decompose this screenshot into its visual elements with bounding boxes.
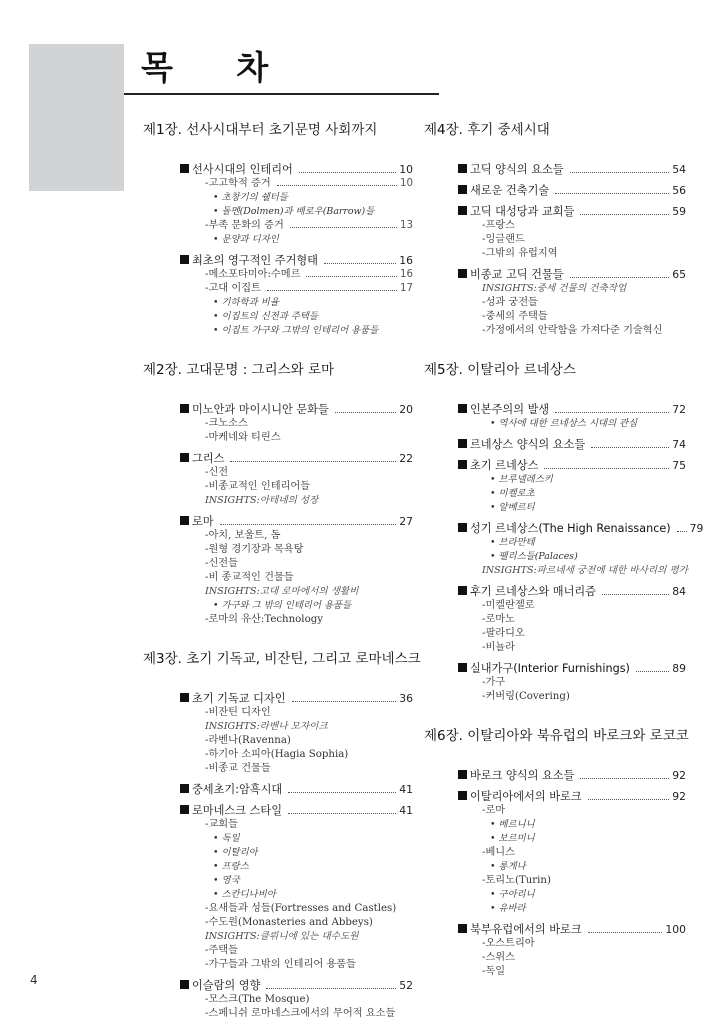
toc-section <box>424 661 686 704</box>
toc-subentry[interactable]: -가구 <box>482 677 506 688</box>
toc-section <box>143 402 413 445</box>
bullet-square-icon <box>180 404 189 413</box>
toc-bullet-item[interactable]: • 미켈로초 <box>490 488 535 499</box>
toc-section <box>143 253 413 338</box>
section-label <box>458 789 582 804</box>
bullet-square-icon <box>180 255 189 264</box>
section-title: 인본주의의 발생 <box>470 403 550 416</box>
toc-subentry[interactable]: -하기아 소피아(Hagia Sophia) <box>205 749 349 760</box>
section-label <box>458 162 564 177</box>
toc-subentry[interactable]: -스위스 <box>482 952 515 963</box>
toc-subentry[interactable]: -아치, 보울트, 돔 <box>205 530 281 541</box>
toc-section-entry[interactable] <box>458 162 686 177</box>
section-page-number: 89 <box>672 662 686 675</box>
toc-section-entry[interactable] <box>458 183 686 198</box>
section-title: 그리스 <box>192 452 225 465</box>
toc-subentry[interactable]: -토리노(Turin) <box>482 875 551 886</box>
dot-leader <box>288 792 396 793</box>
toc-subentry[interactable]: -비종교 건물들 <box>205 763 271 774</box>
toc-bullet-item[interactable]: • 알베르티 <box>490 502 535 513</box>
bullet-square-icon <box>458 791 467 800</box>
toc-section <box>424 162 686 177</box>
section-title: 르네상스 양식의 요소들 <box>470 438 586 451</box>
section-title: 이탈리아에서의 바로크 <box>470 790 582 803</box>
page-title: 목 차 <box>141 48 295 87</box>
section-page-number: 54 <box>672 163 686 176</box>
header-gray-block <box>29 44 124 191</box>
dot-leader <box>588 799 670 800</box>
toc-subentry[interactable]: -비뇰라 <box>482 642 515 653</box>
toc-subentry[interactable]: -로마 <box>482 805 506 816</box>
toc-subentry[interactable]: -팔라디오 <box>482 628 525 639</box>
toc-section-entry[interactable] <box>458 437 686 452</box>
toc-subentry[interactable]: -비종교적인 인테리어들 <box>205 481 311 492</box>
toc-bullet-item[interactable]: • 문양과 디자인 <box>213 234 279 245</box>
bullet-square-icon <box>180 784 189 793</box>
section-page-number: 16 <box>399 254 413 267</box>
section-page-number: 75 <box>672 459 686 472</box>
section-label <box>458 402 549 417</box>
section-title: 이슬람의 영향 <box>192 979 261 992</box>
dot-leader <box>306 276 397 277</box>
section-title: 최초의 영구적인 주거형태 <box>192 254 318 267</box>
section-page-number: 56 <box>672 184 686 197</box>
toc-section-entry[interactable] <box>180 803 413 818</box>
chapter-heading[interactable]: 제4장. 후기 중세시대 <box>424 122 550 138</box>
dot-leader <box>580 778 669 779</box>
toc-section <box>424 402 686 431</box>
toc-section-entry[interactable] <box>180 691 413 706</box>
toc-bullet-item[interactable]: • 이집트의 신전과 주택들 <box>213 311 319 322</box>
section-label <box>180 162 293 177</box>
toc-section <box>424 584 686 655</box>
toc-subentry[interactable]: -그밖의 유럽지역 <box>482 248 558 259</box>
toc-subentry[interactable]: -크노소스 <box>205 418 248 429</box>
section-label <box>180 514 214 529</box>
toc-section-entry[interactable] <box>458 584 686 599</box>
dot-leader <box>555 193 669 194</box>
toc-subentry[interactable]: -주택들 <box>205 945 238 956</box>
toc-subentry[interactable]: -중세의 주택들 <box>482 311 548 322</box>
bullet-square-icon <box>458 164 467 173</box>
subentry-page-number: 13 <box>400 220 413 231</box>
subentry-page-number: 10 <box>400 178 413 189</box>
section-page-number: 10 <box>399 163 413 176</box>
bullet-square-icon <box>458 185 467 194</box>
toc-bullet-item[interactable]: • 브라만테 <box>490 537 535 548</box>
chapter-heading[interactable]: 제3장. 초기 기독교, 비잔틴, 그리고 로마네스크 <box>143 651 421 667</box>
toc-section-entry[interactable] <box>180 253 413 268</box>
toc-bullet-item[interactable]: • 역사에 대한 르네상스 시대의 관심 <box>490 418 638 429</box>
toc-bullet-item[interactable]: • 유바라 <box>490 903 526 914</box>
section-page-number: 20 <box>399 403 413 416</box>
dot-leader <box>580 214 669 215</box>
dot-leader <box>266 988 396 989</box>
bullet-square-icon <box>180 453 189 462</box>
bullet-square-icon <box>458 924 467 933</box>
section-label <box>458 267 564 282</box>
toc-subentry[interactable]: -가구들과 그밖의 인테리어 용품들 <box>205 959 356 970</box>
dot-leader <box>230 461 396 462</box>
toc-subentry[interactable]: -비 종교적인 건물들 <box>205 572 294 583</box>
toc-section-entry[interactable] <box>180 978 413 993</box>
section-page-number: 36 <box>399 692 413 705</box>
dot-leader <box>570 277 670 278</box>
title-underline <box>124 93 439 95</box>
section-page-number: 22 <box>399 452 413 465</box>
dot-leader <box>588 932 663 933</box>
toc-section <box>424 789 686 916</box>
toc-bullet-item[interactable]: • 프랑스 <box>213 861 249 872</box>
section-title: 바로크 양식의 요소들 <box>470 769 575 782</box>
toc-bullet-item[interactable]: • 가구와 그 밖의 인테리어 용품들 <box>213 600 352 611</box>
toc-bullet-item[interactable]: • 독일 <box>213 833 240 844</box>
toc-subentry[interactable]: -비잔틴 디자인 <box>205 707 271 718</box>
dot-leader <box>570 172 670 173</box>
bullet-square-icon <box>180 693 189 702</box>
toc-subentry[interactable]: -미켈란젤로 <box>482 600 535 611</box>
toc-subentry: -부족 문화의 증거 <box>205 220 284 231</box>
toc-section-entry[interactable] <box>180 451 413 466</box>
toc-section <box>424 204 686 261</box>
toc-subentry[interactable]: -로마노 <box>482 614 515 625</box>
dot-leader <box>288 813 396 814</box>
chapter-heading[interactable]: 제5장. 이탈리아 르네상스 <box>424 362 576 378</box>
section-label <box>458 584 596 599</box>
toc-section <box>143 162 413 247</box>
bullet-square-icon <box>458 269 467 278</box>
bullet-square-icon <box>458 523 467 532</box>
bullet-square-icon <box>458 460 467 469</box>
chapter-gap <box>424 344 686 358</box>
toc-insight[interactable]: INSIGHTS:중세 건물의 건축작업 <box>482 283 627 294</box>
chapter-gap <box>143 344 413 358</box>
dot-leader <box>299 172 396 173</box>
section-label <box>458 661 630 676</box>
toc-section-entry[interactable] <box>458 661 686 676</box>
toc-insight[interactable]: INSIGHTS:아테네의 성장 <box>205 495 319 506</box>
toc-subentry[interactable]: -로마의 유산:Technology <box>205 614 323 625</box>
chapter-heading[interactable]: 제2장. 고대문명 : 그리스와 로마 <box>143 362 335 378</box>
section-label <box>180 978 260 993</box>
page-number: 4 <box>30 973 38 987</box>
toc-subentry[interactable]: -원형 경기장과 목욕탕 <box>205 544 304 555</box>
toc-subentry[interactable]: -요새들과 성들(Fortresses and Castles) <box>205 903 397 914</box>
toc-bullet-item[interactable]: • 브루넬레스키 <box>490 474 553 485</box>
toc-subentry: -고고학적 증거 <box>205 178 271 189</box>
bullet-square-icon <box>180 805 189 814</box>
toc-subentry-row[interactable] <box>143 282 413 296</box>
toc-subentry[interactable]: -수도원(Monasteries and Abbeys) <box>205 917 373 928</box>
toc-left-column <box>143 118 421 1027</box>
bullet-square-icon <box>458 404 467 413</box>
dot-leader <box>602 594 669 595</box>
section-label <box>458 458 538 473</box>
toc-insight[interactable]: INSIGHTS:고대 로마에서의 생활비 <box>205 586 359 597</box>
toc-section-entry[interactable] <box>180 402 413 417</box>
toc-bullet-item[interactable]: • 기하학과 비율 <box>213 297 279 308</box>
chapter-gap <box>424 710 686 724</box>
section-label <box>458 521 671 536</box>
toc-section <box>424 922 686 979</box>
toc-subentry[interactable]: -베니스 <box>482 847 515 858</box>
toc-subentry[interactable]: -프랑스 <box>482 220 515 231</box>
section-label <box>458 204 574 219</box>
chapter-heading[interactable]: 제1장. 선사시대부터 초기문명 사회까지 <box>143 122 378 138</box>
toc-section <box>143 514 413 627</box>
bullet-square-icon <box>180 164 189 173</box>
toc-subentry[interactable]: -가정에서의 안락함을 가져다준 기술혁신 <box>482 325 663 336</box>
toc-bullet-item[interactable]: • 롱게나 <box>490 861 526 872</box>
bullet-square-icon <box>458 586 467 595</box>
toc-section-entry[interactable] <box>458 521 704 536</box>
section-label <box>180 253 318 268</box>
toc-insight[interactable]: INSIGHTS:클뤼니에 있는 대수도원 <box>205 931 359 942</box>
section-title: 새로운 건축기술 <box>470 184 550 197</box>
toc-insight[interactable]: INSIGHTS:파르네세 궁전에 대한 바사리의 평가 <box>482 565 688 576</box>
toc-section-entry[interactable] <box>180 162 413 177</box>
dot-leader <box>544 468 669 469</box>
section-page-number: 52 <box>399 979 413 992</box>
toc-subentry[interactable]: -신전 <box>205 467 229 478</box>
toc-subentry[interactable]: -독일 <box>482 966 506 977</box>
section-page-number: 92 <box>672 769 686 782</box>
toc-bullet-item[interactable]: • 구아리니 <box>490 889 535 900</box>
toc-bullet-item[interactable]: • 베르니니 <box>490 819 535 830</box>
bullet-square-icon <box>180 516 189 525</box>
toc-subentry: -메소포타미아:수메르 <box>205 269 301 280</box>
section-label <box>458 922 582 937</box>
toc-bullet-item[interactable]: • 이탈리아 <box>213 847 258 858</box>
toc-subentry-row[interactable] <box>143 177 413 191</box>
toc-section <box>424 768 686 783</box>
section-title: 북부유럽에서의 바로크 <box>470 923 582 936</box>
dot-leader <box>267 290 397 291</box>
toc-subentry[interactable]: -라벤나(Ravenna) <box>205 735 291 746</box>
toc-bullet-item[interactable]: • 초창기의 쉘터들 <box>213 192 288 203</box>
section-page-number: 65 <box>672 268 686 281</box>
section-page-number: 59 <box>672 205 686 218</box>
section-title: 로마 <box>192 515 214 528</box>
section-title: 초기 기독교 디자인 <box>192 692 286 705</box>
toc-bullet-item[interactable]: • 이집트 가구와 그밖의 인테리어 용품들 <box>213 325 379 336</box>
section-title: 중세초기:암흑시대 <box>192 783 283 796</box>
section-page-number: 27 <box>399 515 413 528</box>
section-title: 미노안과 마이시니안 문화들 <box>192 403 329 416</box>
dot-leader <box>292 701 397 702</box>
section-title: 로마네스크 스타일 <box>192 804 283 817</box>
section-page-number: 41 <box>399 804 413 817</box>
bullet-square-icon <box>458 439 467 448</box>
toc-bullet-item[interactable]: • 돌멘(Dolmen)과 배로우(Barrow)들 <box>213 206 375 217</box>
toc-bullet-item[interactable]: • 보르미니 <box>490 833 535 844</box>
dot-leader <box>324 263 396 264</box>
toc-subentry[interactable]: -교회들 <box>205 819 238 830</box>
toc-section-entry[interactable] <box>458 402 686 417</box>
toc-section <box>143 782 413 797</box>
toc-section-entry[interactable] <box>458 922 686 937</box>
section-title: 초기 르네상스 <box>470 459 539 472</box>
section-title: 후기 르네상스와 매너리즘 <box>470 585 596 598</box>
toc-subentry[interactable]: -오스트리아 <box>482 938 535 949</box>
toc-subentry[interactable]: -잉글랜드 <box>482 234 525 245</box>
dot-leader <box>591 447 669 448</box>
bullet-square-icon <box>458 663 467 672</box>
section-page-number: 72 <box>672 403 686 416</box>
toc-section-entry[interactable] <box>180 782 413 797</box>
toc-section-entry[interactable] <box>458 789 686 804</box>
toc-section-entry[interactable] <box>458 204 686 219</box>
dot-leader <box>636 671 669 672</box>
section-page-number: 100 <box>665 923 686 936</box>
bullet-square-icon <box>458 770 467 779</box>
dot-leader <box>335 412 396 413</box>
subentry-page-number: 17 <box>400 283 413 294</box>
bullet-square-icon <box>458 206 467 215</box>
chapter-gap <box>143 633 413 647</box>
toc-subentry: -고대 이집트 <box>205 283 261 294</box>
toc-bullet-item[interactable]: • 스칸디나비아 <box>213 889 276 900</box>
section-label <box>180 691 286 706</box>
section-label <box>458 437 585 452</box>
toc-right-column <box>424 118 704 985</box>
section-page-number: 79 <box>689 522 704 535</box>
toc-subentry[interactable]: -성과 궁전들 <box>482 297 538 308</box>
toc-subentry[interactable]: -모스크(The Mosque) <box>205 994 310 1005</box>
dot-leader <box>555 412 669 413</box>
section-label <box>180 782 282 797</box>
toc-subentry[interactable]: -스페니쉬 로마네스크에서의 무어적 요소들 <box>205 1008 396 1019</box>
toc-section-entry[interactable] <box>458 267 686 282</box>
section-page-number: 84 <box>672 585 686 598</box>
section-label <box>180 451 224 466</box>
dot-leader <box>290 227 397 228</box>
section-title: 선사시대의 인테리어 <box>192 163 293 176</box>
section-label <box>458 768 574 783</box>
toc-section <box>424 437 686 452</box>
toc-section <box>143 691 413 776</box>
toc-subentry-row[interactable] <box>143 219 413 233</box>
section-label <box>180 402 329 417</box>
section-title: 비종교 고딕 건물들 <box>470 268 564 281</box>
bullet-square-icon <box>180 980 189 989</box>
toc-section-entry[interactable] <box>458 458 686 473</box>
toc-subentry[interactable]: -커버링(Covering) <box>482 691 570 702</box>
toc-section <box>424 183 686 198</box>
toc-section-entry[interactable] <box>458 768 686 783</box>
section-page-number: 92 <box>672 790 686 803</box>
toc-section <box>143 803 413 972</box>
section-label <box>458 183 549 198</box>
toc-section <box>424 267 686 338</box>
dot-leader <box>677 531 687 532</box>
toc-section <box>424 458 686 515</box>
toc-bullet-item[interactable]: • 영국 <box>213 875 240 886</box>
chapter-heading[interactable]: 제6장. 이탈리아와 북유럽의 바로크와 로코코 <box>424 728 689 744</box>
section-page-number: 74 <box>672 438 686 451</box>
toc-subentry-row[interactable] <box>143 268 413 282</box>
toc-section-entry[interactable] <box>180 514 413 529</box>
toc-bullet-item[interactable]: • 팰리스들(Palaces) <box>490 551 578 562</box>
section-label <box>180 803 282 818</box>
subentry-page-number: 16 <box>400 269 413 280</box>
section-title: 성기 르네상스(The High Renaissance) <box>470 522 671 535</box>
toc-insight[interactable]: INSIGHTS:라벤나 모자이크 <box>205 721 328 732</box>
section-page-number: 41 <box>399 783 413 796</box>
section-title: 고딕 양식의 요소들 <box>470 163 564 176</box>
section-title: 고딕 대성당과 교회들 <box>470 205 575 218</box>
toc-subentry[interactable]: -신전들 <box>205 558 238 569</box>
dot-leader <box>277 185 397 186</box>
toc-subentry[interactable]: -마케네와 티린스 <box>205 432 281 443</box>
toc-section <box>424 521 704 578</box>
section-title: 실내가구(Interior Furnishings) <box>470 662 630 675</box>
toc-section <box>143 451 413 508</box>
dot-leader <box>220 524 397 525</box>
